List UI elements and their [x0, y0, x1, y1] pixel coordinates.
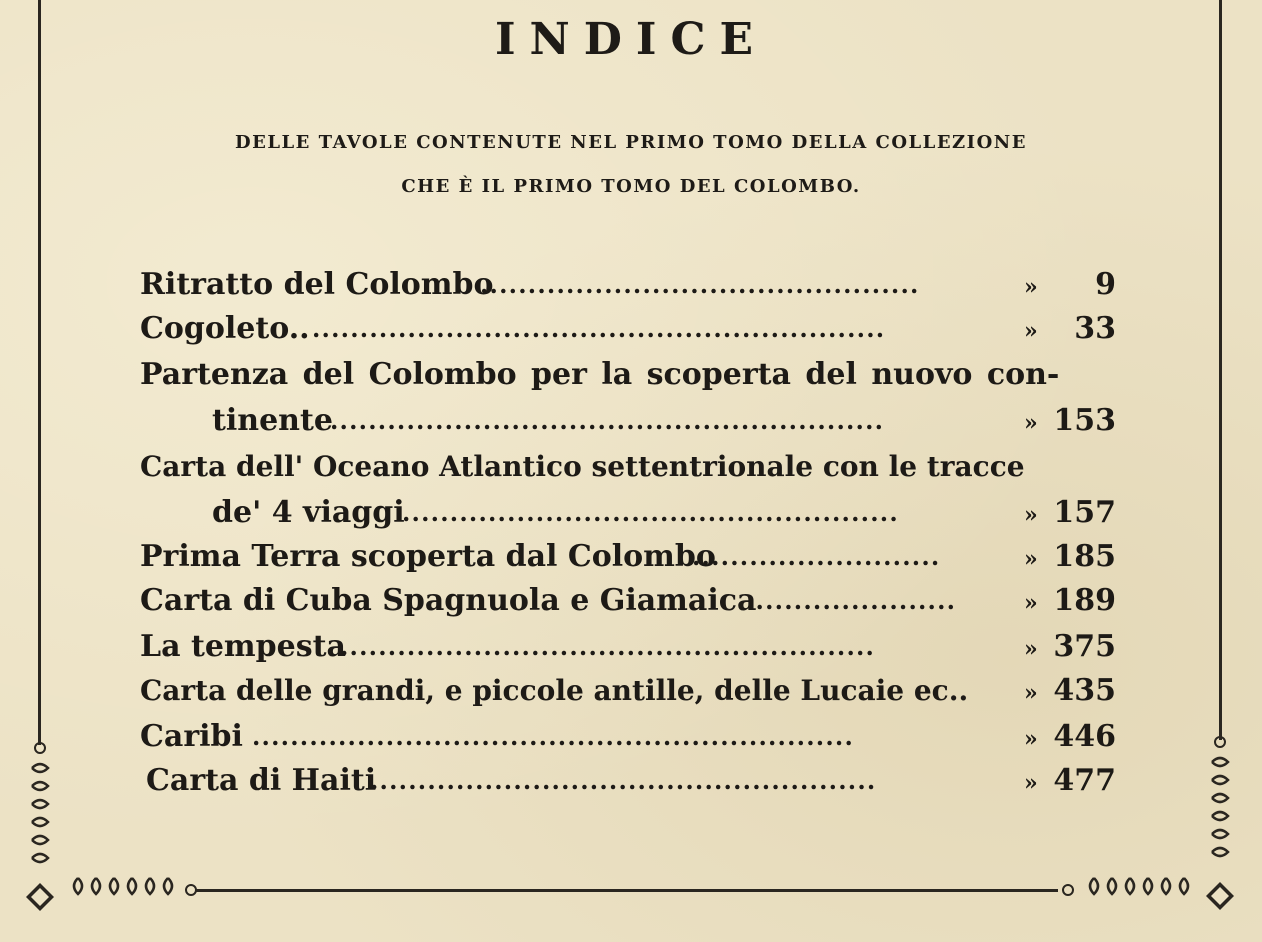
dot-leader: ........................................................ — [340, 632, 876, 661]
entry-page: 9 — [1095, 267, 1116, 302]
entry-page: 435 — [1053, 673, 1116, 708]
dot-leader: .......................................................... — [330, 406, 885, 435]
dot-leader: ...................... — [746, 586, 957, 615]
leader-mark: » — [1024, 274, 1038, 300]
dot-leader: ..................................................... — [370, 766, 877, 795]
entry-label: Prima Terra scoperta dal Colombo — [140, 539, 716, 574]
index-entry — [140, 624, 1116, 670]
leader-mark: » — [1024, 770, 1038, 796]
dot-leader: .............................................. — [480, 270, 920, 299]
entry-label: Carta di Haiti — [146, 763, 377, 798]
entry-label: Partenza del Colombo per la scoperta del nuovo con- — [140, 357, 1060, 392]
leader-mark: » — [1024, 502, 1038, 528]
index-entry-continuation — [140, 398, 1116, 444]
leader-mark: » — [1024, 590, 1038, 616]
index-entry — [140, 668, 1116, 714]
entry-page: 189 — [1053, 583, 1116, 618]
entry-label: Ritratto del Colombo — [140, 267, 494, 302]
leader-mark: » — [1024, 318, 1038, 344]
entry-label: La tempesta — [140, 629, 346, 664]
frame-left-rule — [38, 0, 41, 745]
index-entry — [140, 578, 1116, 624]
entry-label: Cogoleto.. — [140, 311, 310, 346]
index-entry — [140, 758, 1116, 804]
subtitle-line-2: CHE È IL PRIMO TOMO DEL COLOMBO. — [401, 176, 861, 197]
index-entry — [140, 534, 1116, 580]
entry-page: 153 — [1053, 403, 1116, 438]
dot-leader: ............................................................... — [252, 722, 854, 751]
entry-continuation: de' 4 viaggi — [212, 495, 405, 530]
index-entry — [140, 352, 1116, 398]
entry-page: 185 — [1053, 539, 1116, 574]
entry-label: Carta di Cuba Spagnuola e Giamaica — [140, 583, 757, 618]
entry-page: 477 — [1053, 763, 1116, 798]
index-entry — [140, 714, 1116, 760]
entry-page: 375 — [1053, 629, 1116, 664]
index-entry — [140, 262, 1116, 308]
entry-page: 446 — [1053, 719, 1116, 754]
index-entry — [140, 306, 1116, 352]
index-entry — [140, 444, 1116, 490]
frame-bottom-rule — [196, 889, 1058, 892]
leader-mark: » — [1024, 680, 1038, 706]
leader-mark: » — [1024, 726, 1038, 752]
index-entry-continuation — [140, 490, 1116, 536]
subtitle-line-1: DELLE TAVOLE CONTENUTE NEL PRIMO TOMO DELLA COLLEZIONE — [235, 132, 1027, 153]
leader-mark: » — [1024, 636, 1038, 662]
leader-mark: » — [1024, 410, 1038, 436]
entry-page: 33 — [1074, 311, 1116, 346]
leader-mark: » — [1024, 546, 1038, 572]
entry-continuation: tinente — [212, 403, 333, 438]
dot-leader: ............................................................ — [312, 314, 886, 343]
dot-leader: .................................................... — [402, 498, 899, 527]
dot-leader: .......................... — [692, 542, 941, 571]
entry-label: Caribi — [140, 719, 243, 754]
entry-label: Carta dell' Oceano Atlantico settentrionale con le tracce — [140, 450, 1025, 483]
entry-label: Carta delle grandi, e piccole antille, delle Lucaie ec.. — [140, 674, 969, 707]
entry-page: 157 — [1053, 495, 1116, 530]
frame-right-rule — [1219, 0, 1222, 740]
page-title: INDICE — [494, 14, 768, 65]
